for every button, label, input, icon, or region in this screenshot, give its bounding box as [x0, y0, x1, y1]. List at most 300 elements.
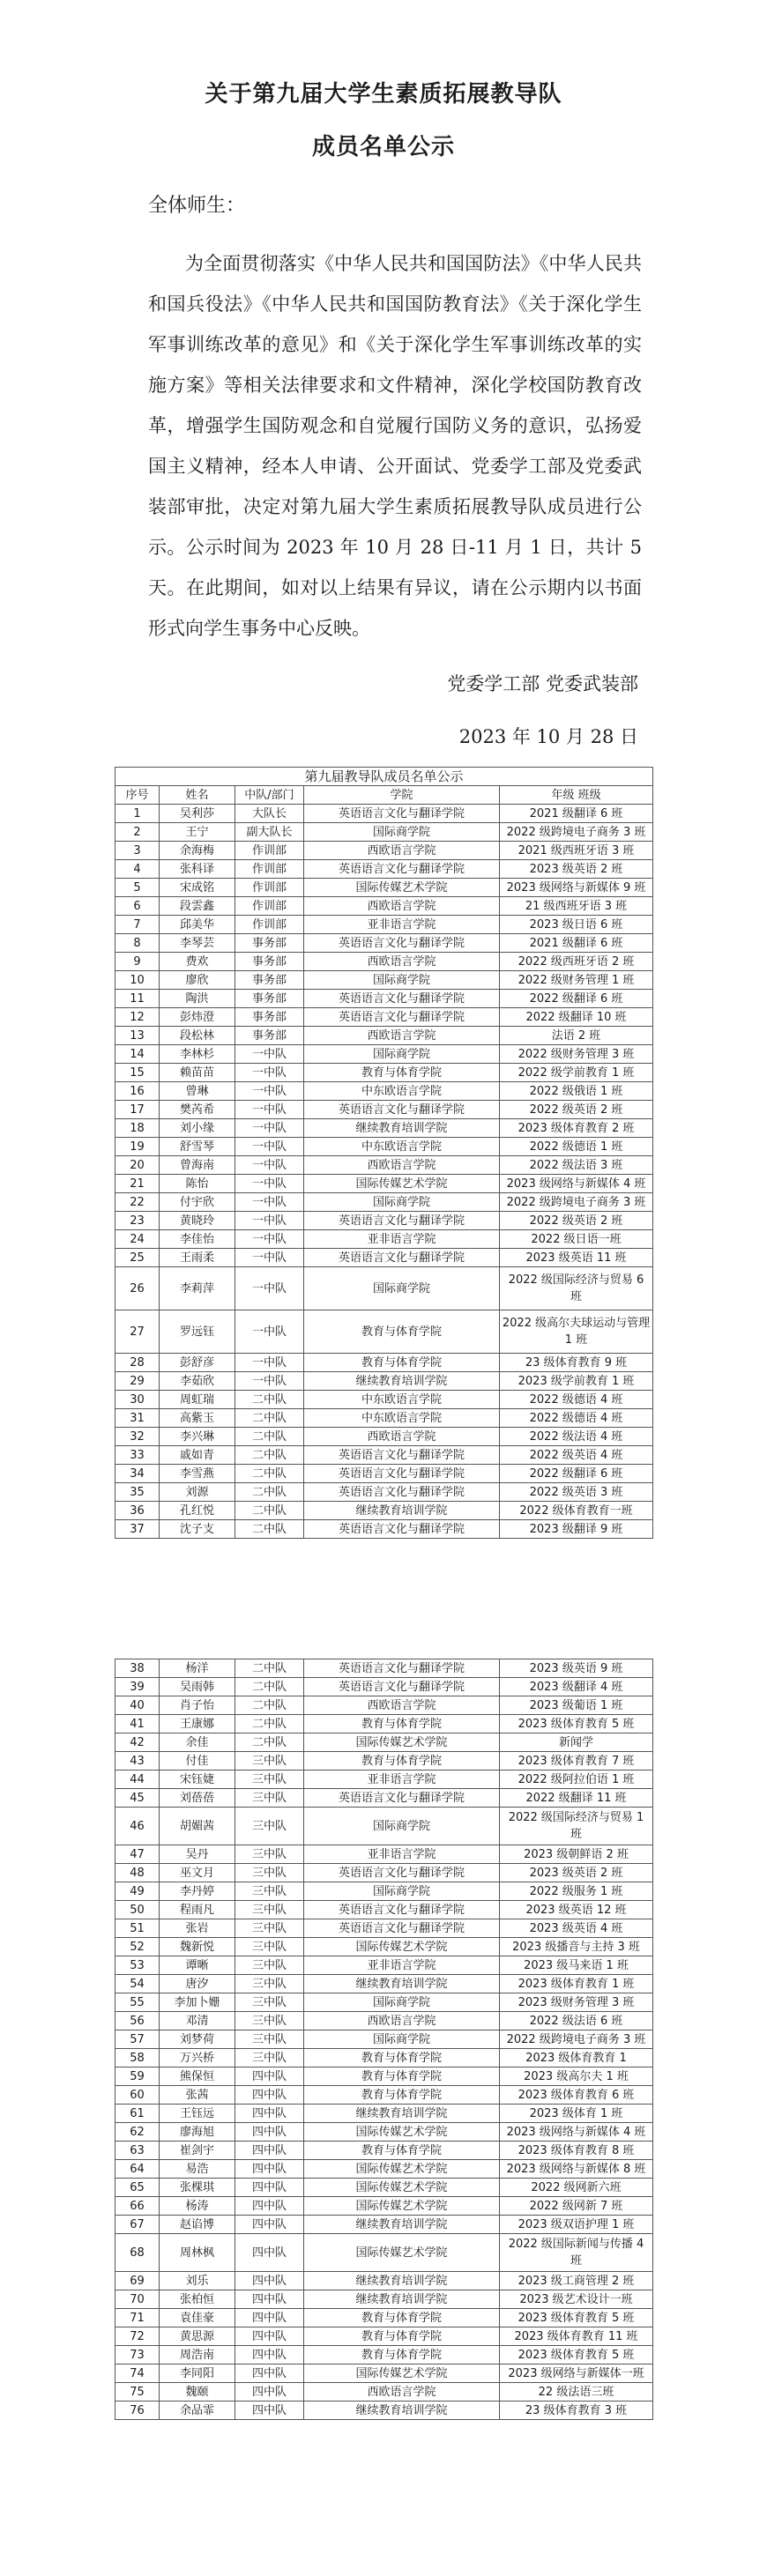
cell-unit: 一中队 [235, 1119, 304, 1138]
cell-name: 彭舒彦 [160, 1354, 235, 1372]
cell-index: 29 [115, 1372, 160, 1391]
cell-class: 2023 级体育教育 8 班 [500, 2142, 653, 2160]
cell-name: 李莉萍 [160, 1267, 235, 1310]
table-row [115, 879, 653, 897]
cell-name: 邱美华 [160, 916, 235, 934]
cell-class: 2023 级播音与主持 3 班 [500, 1938, 653, 1956]
table-row [115, 1354, 653, 1372]
cell-college: 国际商学院 [304, 971, 500, 990]
cell-index: 16 [115, 1082, 160, 1101]
cell-class: 2023 级财务管理 3 班 [500, 1993, 653, 2012]
table-row [115, 1659, 653, 1678]
cell-college: 英语语言文化与翻译学院 [304, 1901, 500, 1919]
cell-class: 2022 级英语 3 班 [500, 1483, 653, 1502]
table-row [115, 1771, 653, 1789]
cell-unit: 四中队 [235, 2160, 304, 2179]
cell-index: 59 [115, 2067, 160, 2086]
cell-index: 37 [115, 1520, 160, 1539]
cell-unit: 三中队 [235, 2030, 304, 2049]
cell-class: 新闻学 [500, 1733, 653, 1752]
cell-class: 2023 级朝鲜语 2 班 [500, 1845, 653, 1864]
cell-class: 2023 级网络与新媒体一班 [500, 2364, 653, 2383]
cell-name: 李同阳 [160, 2364, 235, 2383]
cell-name: 张科译 [160, 860, 235, 879]
cell-class: 2022 级翻译 11 班 [500, 1789, 653, 1808]
table-row [115, 1008, 653, 1027]
cell-unit: 二中队 [235, 1446, 304, 1465]
cell-index: 7 [115, 916, 160, 934]
table-row [115, 1483, 653, 1502]
table-row [115, 1156, 653, 1175]
cell-college: 国际商学院 [304, 1993, 500, 2012]
cell-unit: 一中队 [235, 1230, 304, 1249]
cell-index: 36 [115, 1502, 160, 1520]
cell-unit: 三中队 [235, 1938, 304, 1956]
cell-name: 胡媚茜 [160, 1808, 235, 1845]
cell-name: 宋钰婕 [160, 1771, 235, 1789]
cell-class: 21 级西班牙语 3 班 [500, 897, 653, 916]
cell-college: 西欧语言学院 [304, 953, 500, 971]
cell-class: 2023 级英语 12 班 [500, 1901, 653, 1919]
cell-unit: 二中队 [235, 1696, 304, 1715]
cell-index: 1 [115, 805, 160, 823]
cell-index: 21 [115, 1175, 160, 1193]
cell-college: 教育与体育学院 [304, 1715, 500, 1733]
cell-class: 2022 级高尔夫球运动与管理 1 班 [500, 1310, 653, 1354]
table-row [115, 1733, 653, 1752]
cell-unit: 二中队 [235, 1502, 304, 1520]
table-row [115, 2234, 653, 2272]
cell-name: 曾海南 [160, 1156, 235, 1175]
cell-name: 罗远钰 [160, 1310, 235, 1354]
cell-index: 70 [115, 2290, 160, 2309]
cell-name: 张棵琪 [160, 2179, 235, 2197]
cell-college: 继续教育培训学院 [304, 2105, 500, 2123]
table-row [115, 2160, 653, 2179]
cell-unit: 作训部 [235, 860, 304, 879]
table-row [115, 1249, 653, 1267]
cell-college: 国际传媒艺术学院 [304, 879, 500, 897]
cell-class: 2023 级马来语 1 班 [500, 1956, 653, 1975]
cell-name: 余佳 [160, 1733, 235, 1752]
cell-name: 崔剑宇 [160, 2142, 235, 2160]
cell-class: 2022 级国际经济与贸易 1 班 [500, 1808, 653, 1845]
roster-table-part2 [115, 1659, 653, 2420]
cell-college: 中东欧语言学院 [304, 1391, 500, 1409]
header-name: 姓名 [160, 786, 235, 805]
cell-unit: 一中队 [235, 1175, 304, 1193]
table-row [115, 1138, 653, 1156]
cell-name: 李雪燕 [160, 1465, 235, 1483]
table-row [115, 2030, 653, 2049]
table-row [115, 860, 653, 879]
cell-college: 教育与体育学院 [304, 2327, 500, 2346]
table-row [115, 1310, 653, 1354]
cell-unit: 三中队 [235, 1771, 304, 1789]
table-row [115, 1808, 653, 1845]
cell-unit: 二中队 [235, 1465, 304, 1483]
cell-college: 国际传媒艺术学院 [304, 2364, 500, 2383]
cell-unit: 事务部 [235, 953, 304, 971]
cell-index: 25 [115, 1249, 160, 1267]
table-row [115, 1789, 653, 1808]
cell-college: 西欧语言学院 [304, 1027, 500, 1045]
cell-college: 国际商学院 [304, 1267, 500, 1310]
cell-class: 2023 级翻译 9 班 [500, 1520, 653, 1539]
cell-unit: 四中队 [235, 2383, 304, 2402]
table-row [115, 2142, 653, 2160]
cell-name: 戚如青 [160, 1446, 235, 1465]
cell-class: 2023 级网络与新媒体 4 班 [500, 1175, 653, 1193]
cell-unit: 四中队 [235, 2346, 304, 2364]
table-row [115, 1064, 653, 1082]
table-row [115, 1502, 653, 1520]
cell-college: 教育与体育学院 [304, 2142, 500, 2160]
table-row [115, 1119, 653, 1138]
cell-unit: 四中队 [235, 2142, 304, 2160]
cell-name: 王雨柔 [160, 1249, 235, 1267]
cell-college: 英语语言文化与翻译学院 [304, 1789, 500, 1808]
cell-college: 国际传媒艺术学院 [304, 2160, 500, 2179]
cell-index: 74 [115, 2364, 160, 2383]
cell-college: 继续教育培训学院 [304, 1119, 500, 1138]
cell-name: 谭晰 [160, 1956, 235, 1975]
cell-name: 李茹欣 [160, 1372, 235, 1391]
cell-name: 李丹婷 [160, 1882, 235, 1901]
table-row [115, 2086, 653, 2105]
cell-unit: 事务部 [235, 934, 304, 953]
cell-college: 英语语言文化与翻译学院 [304, 1659, 500, 1678]
cell-college: 国际商学院 [304, 2030, 500, 2049]
cell-name: 付宇欣 [160, 1193, 235, 1212]
table-row [115, 1864, 653, 1882]
cell-unit: 作训部 [235, 879, 304, 897]
cell-class: 2021 级翻译 6 班 [500, 805, 653, 823]
cell-unit: 四中队 [235, 2086, 304, 2105]
cell-class: 2022 级国际经济与贸易 6 班 [500, 1267, 653, 1310]
cell-class: 2021 级西班牙语 3 班 [500, 842, 653, 860]
cell-unit: 大队长 [235, 805, 304, 823]
cell-class: 2023 级高尔夫 1 班 [500, 2067, 653, 2086]
cell-class: 2023 级双语护理 1 班 [500, 2216, 653, 2234]
cell-name: 付佳 [160, 1752, 235, 1771]
cell-index: 44 [115, 1771, 160, 1789]
cell-college: 英语语言文化与翻译学院 [304, 1212, 500, 1230]
cell-name: 周虹瑞 [160, 1391, 235, 1409]
cell-index: 43 [115, 1752, 160, 1771]
cell-college: 西欧语言学院 [304, 842, 500, 860]
cell-class: 2022 级日语一班 [500, 1230, 653, 1249]
cell-unit: 一中队 [235, 1193, 304, 1212]
cell-unit: 三中队 [235, 1808, 304, 1845]
cell-class: 2022 级法语 3 班 [500, 1156, 653, 1175]
cell-unit: 一中队 [235, 1267, 304, 1310]
cell-name: 沈子支 [160, 1520, 235, 1539]
cell-unit: 一中队 [235, 1082, 304, 1101]
cell-name: 余品霏 [160, 2402, 235, 2420]
cell-class: 2023 级体育教育 11 班 [500, 2327, 653, 2346]
cell-college: 国际商学院 [304, 1808, 500, 1845]
cell-index: 48 [115, 1864, 160, 1882]
cell-college: 教育与体育学院 [304, 1752, 500, 1771]
cell-unit: 三中队 [235, 1845, 304, 1864]
cell-index: 53 [115, 1956, 160, 1975]
cell-college: 教育与体育学院 [304, 2049, 500, 2067]
cell-name: 樊芮希 [160, 1101, 235, 1119]
cell-index: 51 [115, 1919, 160, 1938]
cell-unit: 四中队 [235, 2402, 304, 2420]
table-row [115, 823, 653, 842]
cell-index: 60 [115, 2086, 160, 2105]
table-row [115, 1678, 653, 1696]
cell-unit: 二中队 [235, 1659, 304, 1678]
cell-class: 2023 级体育教育 5 班 [500, 2309, 653, 2327]
cell-class: 2023 级体育教育 1 班 [500, 1975, 653, 1993]
cell-name: 王宁 [160, 823, 235, 842]
cell-unit: 作训部 [235, 916, 304, 934]
cell-unit: 一中队 [235, 1212, 304, 1230]
cell-class: 2023 级体育教育 5 班 [500, 1715, 653, 1733]
cell-index: 31 [115, 1409, 160, 1428]
cell-index: 28 [115, 1354, 160, 1372]
cell-index: 18 [115, 1119, 160, 1138]
cell-unit: 事务部 [235, 1027, 304, 1045]
cell-unit: 四中队 [235, 2234, 304, 2272]
cell-college: 西欧语言学院 [304, 1696, 500, 1715]
cell-index: 71 [115, 2309, 160, 2327]
cell-college: 国际传媒艺术学院 [304, 2234, 500, 2272]
cell-index: 63 [115, 2142, 160, 2160]
cell-college: 国际传媒艺术学院 [304, 1175, 500, 1193]
cell-unit: 三中队 [235, 2049, 304, 2067]
cell-index: 58 [115, 2049, 160, 2067]
cell-name: 袁佳豪 [160, 2309, 235, 2327]
cell-unit: 一中队 [235, 1372, 304, 1391]
table-row [115, 1882, 653, 1901]
cell-class: 2022 级英语 2 班 [500, 1212, 653, 1230]
cell-unit: 四中队 [235, 2216, 304, 2234]
cell-college: 西欧语言学院 [304, 1156, 500, 1175]
header-class: 年级 班级 [500, 786, 653, 805]
table-row [115, 2123, 653, 2142]
cell-index: 33 [115, 1446, 160, 1465]
table-row [115, 2272, 653, 2290]
cell-class: 2022 级网新六班 [500, 2179, 653, 2197]
cell-name: 李琴芸 [160, 934, 235, 953]
cell-name: 舒雪琴 [160, 1138, 235, 1156]
cell-index: 54 [115, 1975, 160, 1993]
cell-unit: 三中队 [235, 1919, 304, 1938]
cell-class: 2023 级翻译 4 班 [500, 1678, 653, 1696]
cell-college: 英语语言文化与翻译学院 [304, 934, 500, 953]
cell-unit: 三中队 [235, 2012, 304, 2030]
table-row [115, 2049, 653, 2067]
cell-college: 教育与体育学院 [304, 1064, 500, 1082]
cell-name: 肖子怡 [160, 1696, 235, 1715]
cell-class: 2023 级葡语 1 班 [500, 1696, 653, 1715]
cell-unit: 三中队 [235, 1901, 304, 1919]
cell-name: 巫文月 [160, 1864, 235, 1882]
cell-index: 72 [115, 2327, 160, 2346]
cell-index: 23 [115, 1212, 160, 1230]
roster-table-part1 [115, 767, 653, 1539]
cell-unit: 四中队 [235, 2067, 304, 2086]
cell-name: 周林枫 [160, 2234, 235, 2272]
table-row [115, 2346, 653, 2364]
cell-college: 国际传媒艺术学院 [304, 2179, 500, 2197]
cell-index: 61 [115, 2105, 160, 2123]
cell-unit: 三中队 [235, 1975, 304, 1993]
cell-class: 2022 级服务 1 班 [500, 1882, 653, 1901]
cell-name: 刘乐 [160, 2272, 235, 2290]
table-row [115, 1520, 653, 1539]
cell-unit: 一中队 [235, 1354, 304, 1372]
cell-class: 2023 级学前教育 1 班 [500, 1372, 653, 1391]
cell-unit: 作训部 [235, 842, 304, 860]
cell-unit: 二中队 [235, 1715, 304, 1733]
cell-class: 2022 级跨境电子商务 3 班 [500, 823, 653, 842]
cell-index: 69 [115, 2272, 160, 2290]
table-row [115, 2402, 653, 2420]
cell-index: 32 [115, 1428, 160, 1446]
cell-unit: 一中队 [235, 1064, 304, 1082]
table-row [115, 916, 653, 934]
cell-class: 2022 级财务管理 3 班 [500, 1045, 653, 1064]
cell-index: 35 [115, 1483, 160, 1502]
cell-unit: 四中队 [235, 2197, 304, 2216]
cell-name: 王钰远 [160, 2105, 235, 2123]
cell-college: 英语语言文化与翻译学院 [304, 805, 500, 823]
cell-index: 50 [115, 1901, 160, 1919]
cell-name: 黄晓玲 [160, 1212, 235, 1230]
cell-college: 英语语言文化与翻译学院 [304, 1864, 500, 1882]
cell-name: 廖海旭 [160, 2123, 235, 2142]
table-row [115, 2012, 653, 2030]
cell-class: 2022 级阿拉伯语 1 班 [500, 1771, 653, 1789]
cell-class: 2023 级英语 2 班 [500, 1864, 653, 1882]
cell-unit: 副大队长 [235, 823, 304, 842]
cell-name: 段松林 [160, 1027, 235, 1045]
table-row [115, 2197, 653, 2216]
cell-index: 67 [115, 2216, 160, 2234]
cell-unit: 一中队 [235, 1156, 304, 1175]
cell-index: 55 [115, 1993, 160, 2012]
table-row [115, 805, 653, 823]
cell-index: 73 [115, 2346, 160, 2364]
cell-class: 2023 级体育教育 2 班 [500, 1119, 653, 1138]
cell-college: 英语语言文化与翻译学院 [304, 1465, 500, 1483]
cell-class: 2023 级艺术设计一班 [500, 2290, 653, 2309]
cell-college: 教育与体育学院 [304, 2346, 500, 2364]
cell-index: 46 [115, 1808, 160, 1845]
cell-unit: 三中队 [235, 1789, 304, 1808]
cell-unit: 四中队 [235, 2272, 304, 2290]
cell-college: 西欧语言学院 [304, 2383, 500, 2402]
cell-index: 12 [115, 1008, 160, 1027]
cell-unit: 三中队 [235, 1956, 304, 1975]
cell-class: 2022 级学前教育 1 班 [500, 1064, 653, 1082]
table-row [115, 990, 653, 1008]
table-row [115, 2364, 653, 2383]
cell-name: 黄思源 [160, 2327, 235, 2346]
notice-title-line1: 关于第九届大学生素质拓展教导队 [205, 81, 562, 108]
cell-index: 47 [115, 1845, 160, 1864]
cell-name: 宋成铭 [160, 879, 235, 897]
cell-index: 64 [115, 2160, 160, 2179]
cell-college: 中东欧语言学院 [304, 1082, 500, 1101]
cell-unit: 事务部 [235, 971, 304, 990]
cell-class: 2023 级网络与新媒体 4 班 [500, 2123, 653, 2142]
cell-college: 继续教育培训学院 [304, 1372, 500, 1391]
cell-name: 李兴琳 [160, 1428, 235, 1446]
cell-name: 王康娜 [160, 1715, 235, 1733]
table-row [115, 1409, 653, 1428]
cell-college: 英语语言文化与翻译学院 [304, 1520, 500, 1539]
cell-unit: 作训部 [235, 897, 304, 916]
cell-name: 李加卜姗 [160, 1993, 235, 2012]
cell-college: 继续教育培训学院 [304, 2402, 500, 2420]
cell-name: 熊保恒 [160, 2067, 235, 2086]
table-row [115, 1938, 653, 1956]
cell-college: 中东欧语言学院 [304, 1138, 500, 1156]
cell-unit: 三中队 [235, 1882, 304, 1901]
cell-name: 杨涛 [160, 2197, 235, 2216]
table-row [115, 1212, 653, 1230]
cell-college: 英语语言文化与翻译学院 [304, 1446, 500, 1465]
cell-college: 继续教育培训学院 [304, 2272, 500, 2290]
cell-class: 2023 级体育 1 班 [500, 2105, 653, 2123]
cell-name: 张岩 [160, 1919, 235, 1938]
cell-name: 刘小缘 [160, 1119, 235, 1138]
cell-college: 国际商学院 [304, 1882, 500, 1901]
cell-college: 亚非语言学院 [304, 1771, 500, 1789]
cell-class: 2022 级法语 4 班 [500, 1428, 653, 1446]
cell-college: 英语语言文化与翻译学院 [304, 1249, 500, 1267]
table-row [115, 1027, 653, 1045]
cell-class: 2023 级英语 4 班 [500, 1919, 653, 1938]
cell-college: 国际传媒艺术学院 [304, 1733, 500, 1752]
cell-name: 陈怡 [160, 1175, 235, 1193]
cell-unit: 三中队 [235, 1993, 304, 2012]
cell-name: 刘源 [160, 1483, 235, 1502]
cell-index: 57 [115, 2030, 160, 2049]
cell-class: 2021 级翻译 6 班 [500, 934, 653, 953]
cell-name: 万兴桥 [160, 2049, 235, 2067]
cell-index: 40 [115, 1696, 160, 1715]
table-row [115, 1845, 653, 1864]
cell-college: 国际商学院 [304, 823, 500, 842]
cell-college: 英语语言文化与翻译学院 [304, 1678, 500, 1696]
notice-title-line2: 成员名单公示 [311, 134, 455, 160]
cell-index: 5 [115, 879, 160, 897]
cell-index: 10 [115, 971, 160, 990]
cell-unit: 一中队 [235, 1101, 304, 1119]
cell-college: 国际商学院 [304, 1045, 500, 1064]
cell-class: 2023 级英语 9 班 [500, 1659, 653, 1678]
cell-index: 9 [115, 953, 160, 971]
cell-index: 13 [115, 1027, 160, 1045]
cell-name: 易浩 [160, 2160, 235, 2179]
cell-index: 75 [115, 2383, 160, 2402]
cell-unit: 二中队 [235, 1733, 304, 1752]
cell-name: 赵谄博 [160, 2216, 235, 2234]
table-row [115, 1956, 653, 1975]
table-row [115, 1082, 653, 1101]
table-row [115, 2383, 653, 2402]
cell-college: 亚非语言学院 [304, 1845, 500, 1864]
table-row [115, 1446, 653, 1465]
cell-college: 国际传媒艺术学院 [304, 2197, 500, 2216]
